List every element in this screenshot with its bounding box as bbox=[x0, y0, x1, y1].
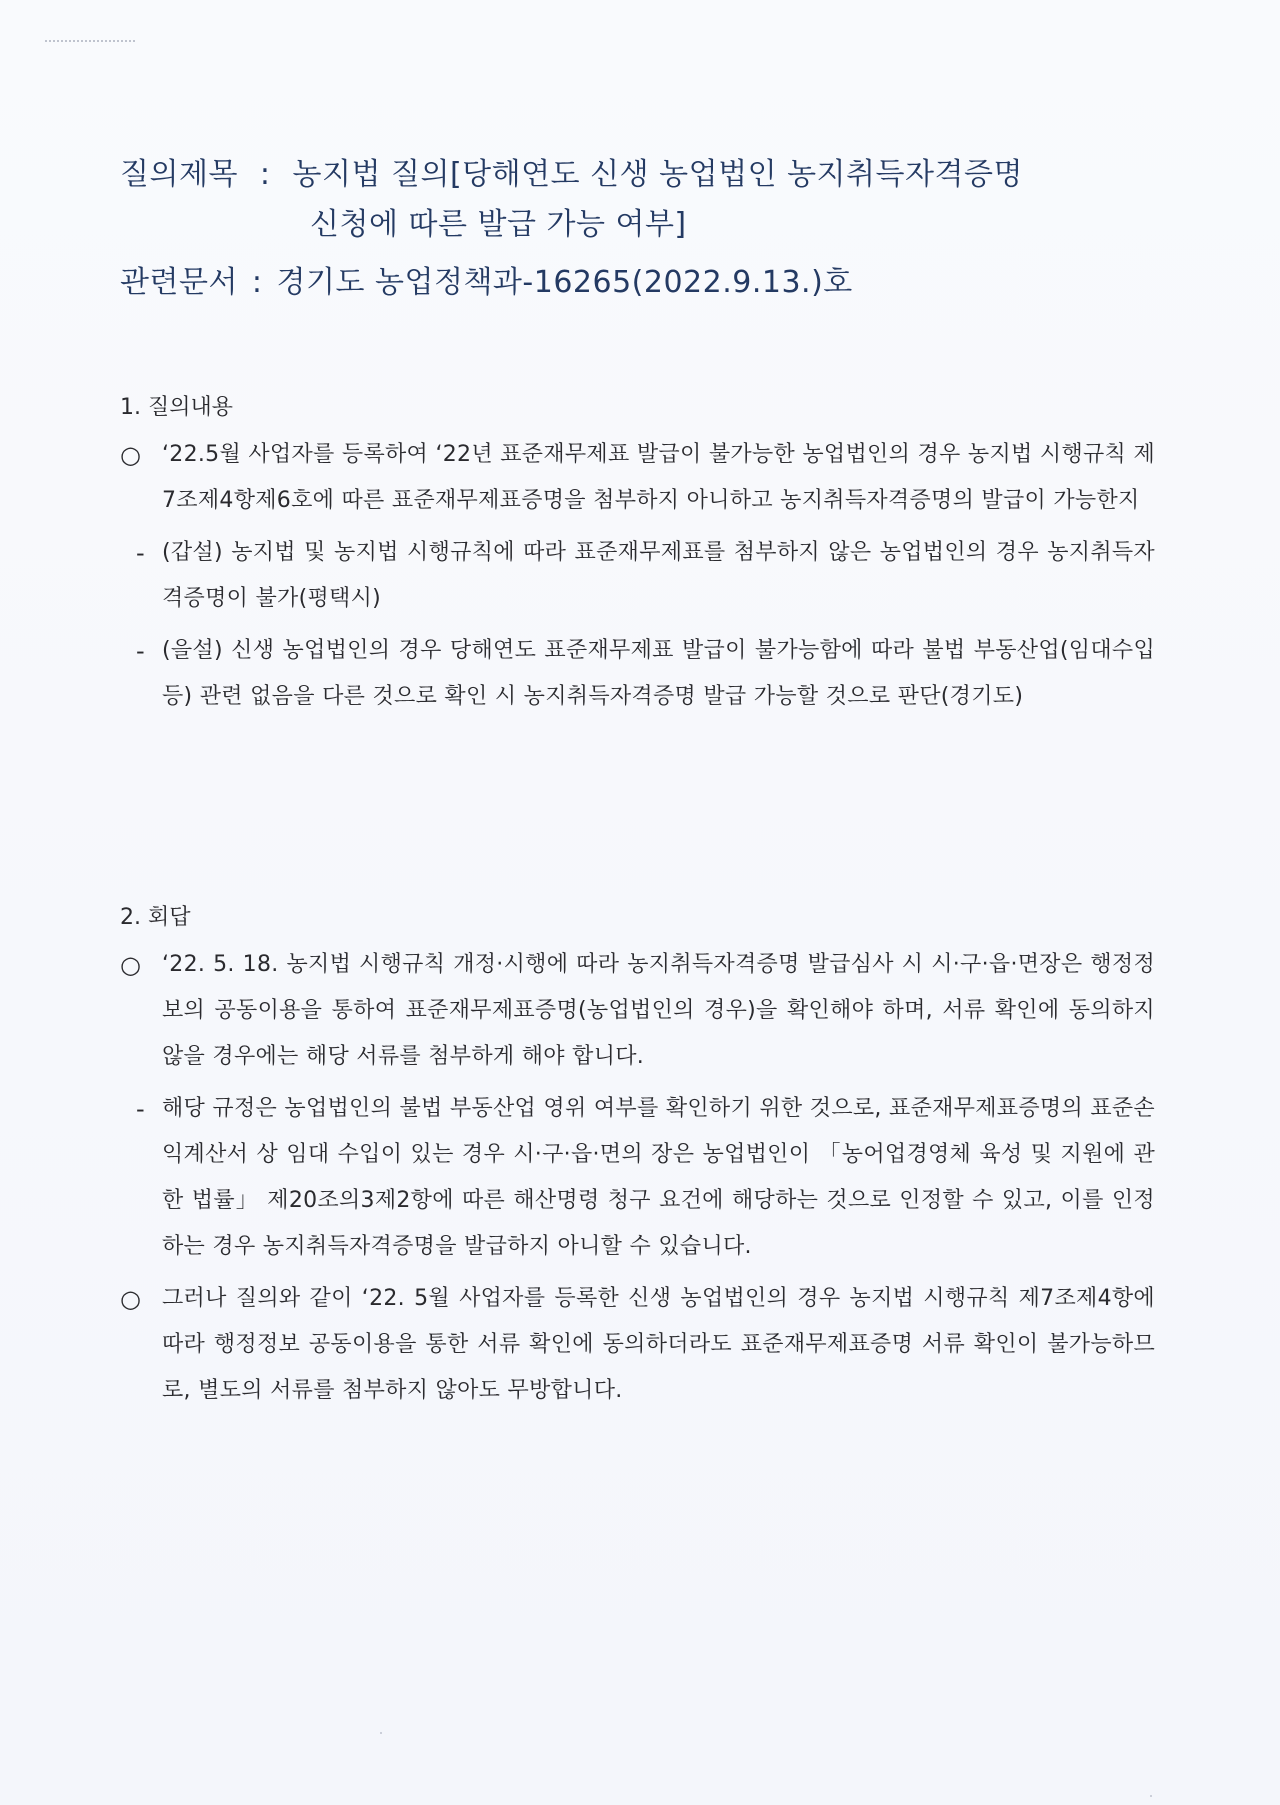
dash-bullet: - bbox=[136, 539, 145, 567]
title-row bbox=[120, 150, 1170, 200]
scan-mark bbox=[45, 40, 135, 44]
list-item bbox=[120, 628, 1155, 720]
item-text: 그러나 질의와 같이 ‘22. 5월 사업자를 등록한 신생 농업법인의 경우 농지법 시행규칙 제7조제4항에 따라 행정정보 공동이용을 통한 서류 확인에 동의하더라도 표준재무제표증명 서류 확인이 불가능하므로, 별도의 서류를 첨부하지 않아도 무방합니다. bbox=[162, 1286, 1155, 1403]
list-item bbox=[120, 942, 1155, 1080]
list-item bbox=[120, 1276, 1155, 1414]
item-text: ‘22. 5. 18. 농지법 시행규칙 개정·시행에 따라 농지취득자격증명 발급심사 시 시·구·읍·면장은 행정정보의 공동이용을 통하여 표준재무제표증명(농업법인의 경우)을 확인해야 하며, 서류 확인에 동의하지 않을 경우에는 해당 서류를 첨부하게 해야 합니다. bbox=[162, 952, 1155, 1069]
related-doc-label: 관련문서 bbox=[120, 265, 238, 300]
item-text: (갑설) 농지법 및 농지법 시행규칙에 따라 표준재무제표를 첨부하지 않은 농업법인의 경우 농지취득자격증명이 불가(평택시) bbox=[162, 540, 1155, 611]
title-continuation-row bbox=[120, 200, 1170, 250]
list-item bbox=[120, 432, 1155, 524]
list-item bbox=[120, 1086, 1155, 1270]
related-doc-row bbox=[120, 258, 1170, 308]
item-text: 해당 규정은 농업법인의 불법 부동산업 영위 여부를 확인하기 위한 것으로, 표준재무제표증명의 표준손익계산서 상 임대 수입이 있는 경우 시·구·읍·면의 장은 농업법인이 「농어업경영체 육성 및 지원에 관한 법률」 제20조의3제2항에 따른 해산명령 청구 요건에 해당하는 것으로 인정할 수 있고, 이를 인정하는 경우 농지취득자격증명을 발급하지 아니할 수 있습니다. bbox=[162, 1096, 1155, 1259]
item-text: (을설) 신생 농업법인의 경우 당해연도 표준재무제표 발급이 불가능함에 따라 불법 부동산업(임대수입 등) 관련 없음을 다른 것으로 확인 시 농지취득자격증명 발급 가능할 것으로 판단(경기도) bbox=[162, 638, 1155, 709]
scan-dust bbox=[1150, 1795, 1152, 1797]
circle-bullet-icon: ○ bbox=[120, 1285, 141, 1313]
item-text: ‘22.5월 사업자를 등록하여 ‘22년 표준재무제표 발급이 불가능한 농업법인의 경우 농지법 시행규칙 제7조제4항제6호에 따른 표준재무제표증명을 첨부하지 아니하고 농지취득자격증명의 발급이 가능한지 bbox=[162, 442, 1155, 513]
section-answer bbox=[120, 900, 1155, 1414]
dash-bullet: - bbox=[136, 637, 145, 665]
related-doc-value: 경기도 농업정책과-16265(2022.9.13.)호 bbox=[276, 265, 853, 300]
title-line-2: 신청에 따른 발급 가능 여부] bbox=[310, 207, 687, 242]
title-label: 질의제목 bbox=[120, 157, 238, 192]
title-colon: : bbox=[259, 157, 271, 192]
circle-bullet-icon: ○ bbox=[120, 441, 141, 469]
related-doc-colon: : bbox=[251, 265, 263, 300]
circle-bullet-icon: ○ bbox=[120, 951, 141, 979]
section-heading: 2. 회답 bbox=[120, 905, 191, 930]
scan-dust bbox=[380, 1732, 382, 1734]
section-heading: 1. 질의내용 bbox=[120, 395, 233, 420]
section-inquiry bbox=[120, 390, 1155, 720]
document-header bbox=[120, 150, 1170, 308]
dash-bullet: - bbox=[136, 1095, 145, 1123]
title-line-1: 농지법 질의[당해연도 신생 농업법인 농지취득자격증명 bbox=[292, 157, 1023, 192]
list-item bbox=[120, 530, 1155, 622]
